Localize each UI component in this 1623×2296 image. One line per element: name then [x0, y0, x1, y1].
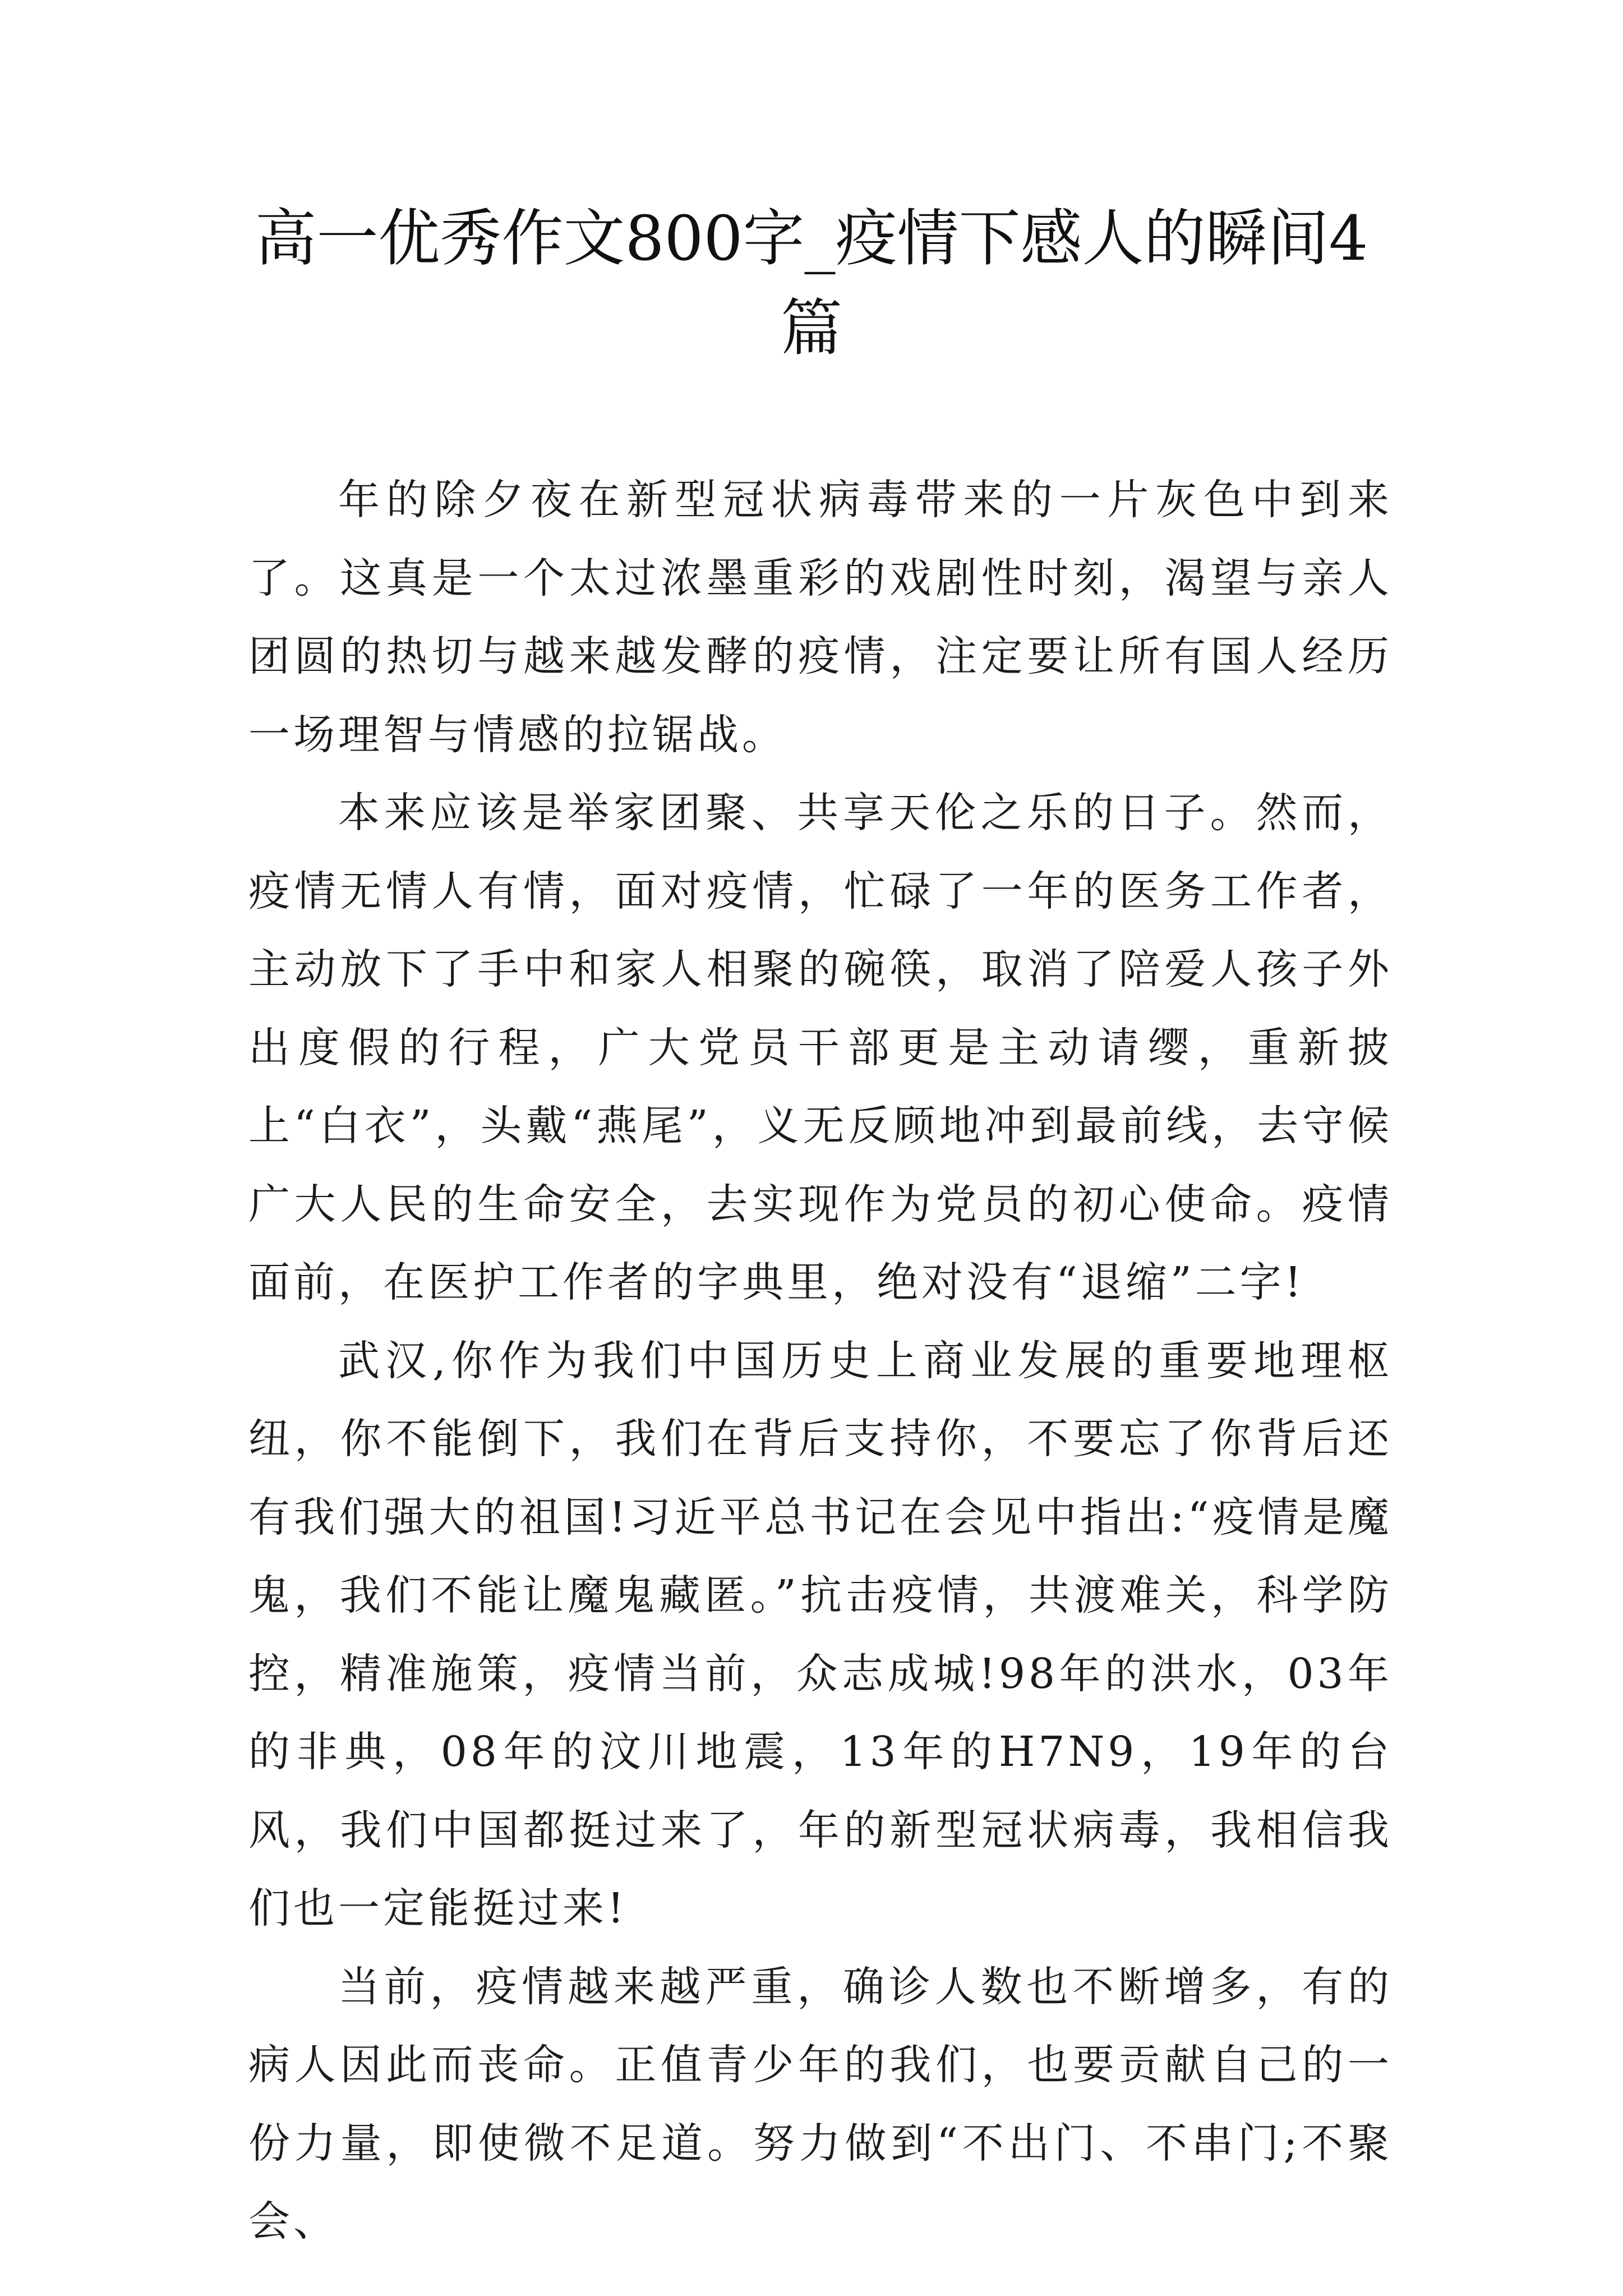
- paragraph: 武汉,你作为我们中国历史上商业发展的重要地理枢纽，你不能倒下，我们在背后支持你，不要忘了你背后还有我们强大的祖国!习近平总书记在会见中指出:“疫情是魔鬼，我们不能让魔鬼藏匿。”抗击疫情，共渡难关，科学防控，精准施策，疫情当前，众志成城!98年的洪水，03年的非典，08年的汶川地震，13年的H7N9，19年的台风，我们中国都挺过来了，年的新型冠状病毒，我相信我们也一定能挺过来!: [248, 1336, 1393, 1932]
- document-title: 高一优秀作文800字_疫情下感人的瞬间4篇: [255, 203, 1368, 364]
- paragraph: 本来应该是举家团聚、共享天伦之乐的日子。然而，疫情无情人有情，面对疫情，忙碌了一年的医务工作者，主动放下了手中和家人相聚的碗筷，取消了陪爱人孩子外出度假的行程，广大党员干部更是主动请缨，重新披上“白衣”，头戴“燕尾”，义无反顾地冲到最前线，去守候广大人民的生命安全，去实现作为党员的初心使命。疫情面前，在医护工作者的字典里，绝对没有“退缩”二字!: [248, 789, 1393, 1306]
- document-body: [248, 461, 1393, 2261]
- paragraph: 当前，疫情越来越严重，确诊人数也不断增多，有的病人因此而丧命。正值青少年的我们，也要贡献自己的一份力量，即使微不足道。努力做到“不出门、不串门;不聚会、: [248, 1962, 1393, 2246]
- paragraph: 年的除夕夜在新型冠状病毒带来的一片灰色中到来了。这真是一个太过浓墨重彩的戏剧性时刻，渴望与亲人团圆的热切与越来越发酵的疫情，注定要让所有国人经历一场理智与情感的拉锯战。: [248, 476, 1393, 759]
